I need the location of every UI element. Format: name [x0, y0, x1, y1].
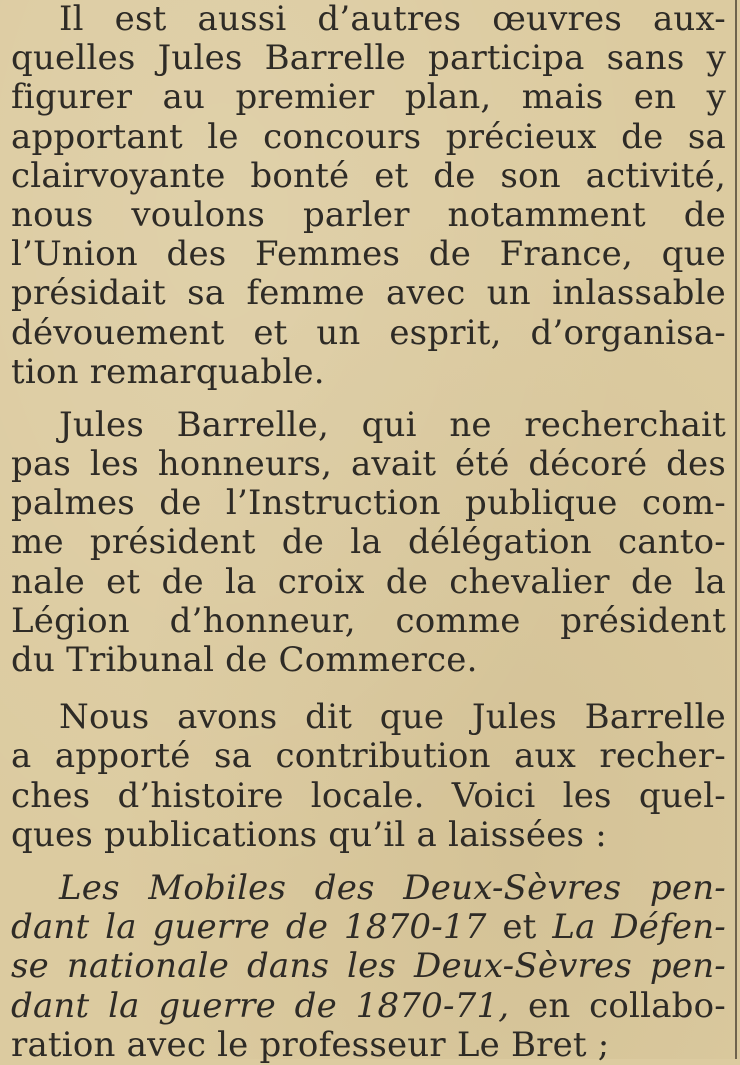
text-line [11, 908, 726, 947]
text-line: a apporté sa contribution aux recher- [11, 736, 726, 777]
text-line: l’Union des Femmes de France, que [11, 234, 726, 275]
column-rule [735, 0, 737, 1059]
roman-text: et [486, 907, 553, 948]
text-line: Nous avons dit que Jules Barrelle [59, 697, 726, 738]
italic-title: se nationale dans les Deux-Sèvres pen- [11, 946, 726, 987]
paragraph-3 [11, 698, 726, 855]
italic-title: dant la guerre de 1870-71, [11, 985, 510, 1026]
paragraph-gap [11, 680, 726, 698]
text-line [11, 869, 726, 908]
paragraph-1 [11, 0, 726, 392]
text-line: tion remarquable. [11, 351, 325, 392]
italic-title: Les Mobiles des Deux-Sèvres pen- [59, 867, 726, 908]
text-line: ques publications qu’il a laissées : [11, 814, 607, 855]
text-line: Jules Barrelle, qui ne recherchait [59, 404, 726, 445]
text-line: apportant le concours précieux de sa [11, 116, 726, 157]
text-line: dévouement et un esprit, d’organisa- [11, 312, 726, 353]
article-column [11, 0, 726, 1065]
text-line: nous voulons parler notamment de [11, 194, 726, 235]
italic-title: La Défen- [552, 907, 726, 948]
text-line: Il est aussi d’autres œuvres aux- [59, 0, 726, 39]
text-line: pas les honneurs, avait été décoré des [11, 444, 726, 485]
paragraph-4-publications [11, 869, 726, 1065]
italic-title: dant la guerre de 1870-17 [11, 907, 487, 948]
text-line [11, 947, 726, 986]
text-line: figurer au premier plan, mais en y [11, 77, 726, 118]
paragraph-2 [11, 406, 726, 680]
text-line: du Tribunal de Commerce. [11, 640, 478, 680]
text-line [11, 987, 726, 1026]
text-line: ration avec le professeur Le Bret ; [11, 1024, 610, 1065]
text-line: Légion d’honneur, comme président [11, 600, 726, 641]
text-line: nale et de la croix de chevalier de la [11, 561, 726, 602]
text-line: ches d’histoire locale. Voici les quel- [11, 775, 726, 816]
text-line: me président de la délégation canto- [11, 522, 726, 563]
roman-text: en collabo- [509, 985, 726, 1026]
text-line: palmes de l’Instruction publique com- [11, 483, 726, 524]
paragraph-gap [11, 855, 726, 869]
text-line: présidait sa femme avec un inlassable [11, 273, 726, 314]
text-line: clairvoyante bonté et de son activité, [11, 155, 726, 196]
paragraph-gap [11, 392, 726, 406]
text-line: quelles Jules Barrelle participa sans y [11, 38, 726, 79]
